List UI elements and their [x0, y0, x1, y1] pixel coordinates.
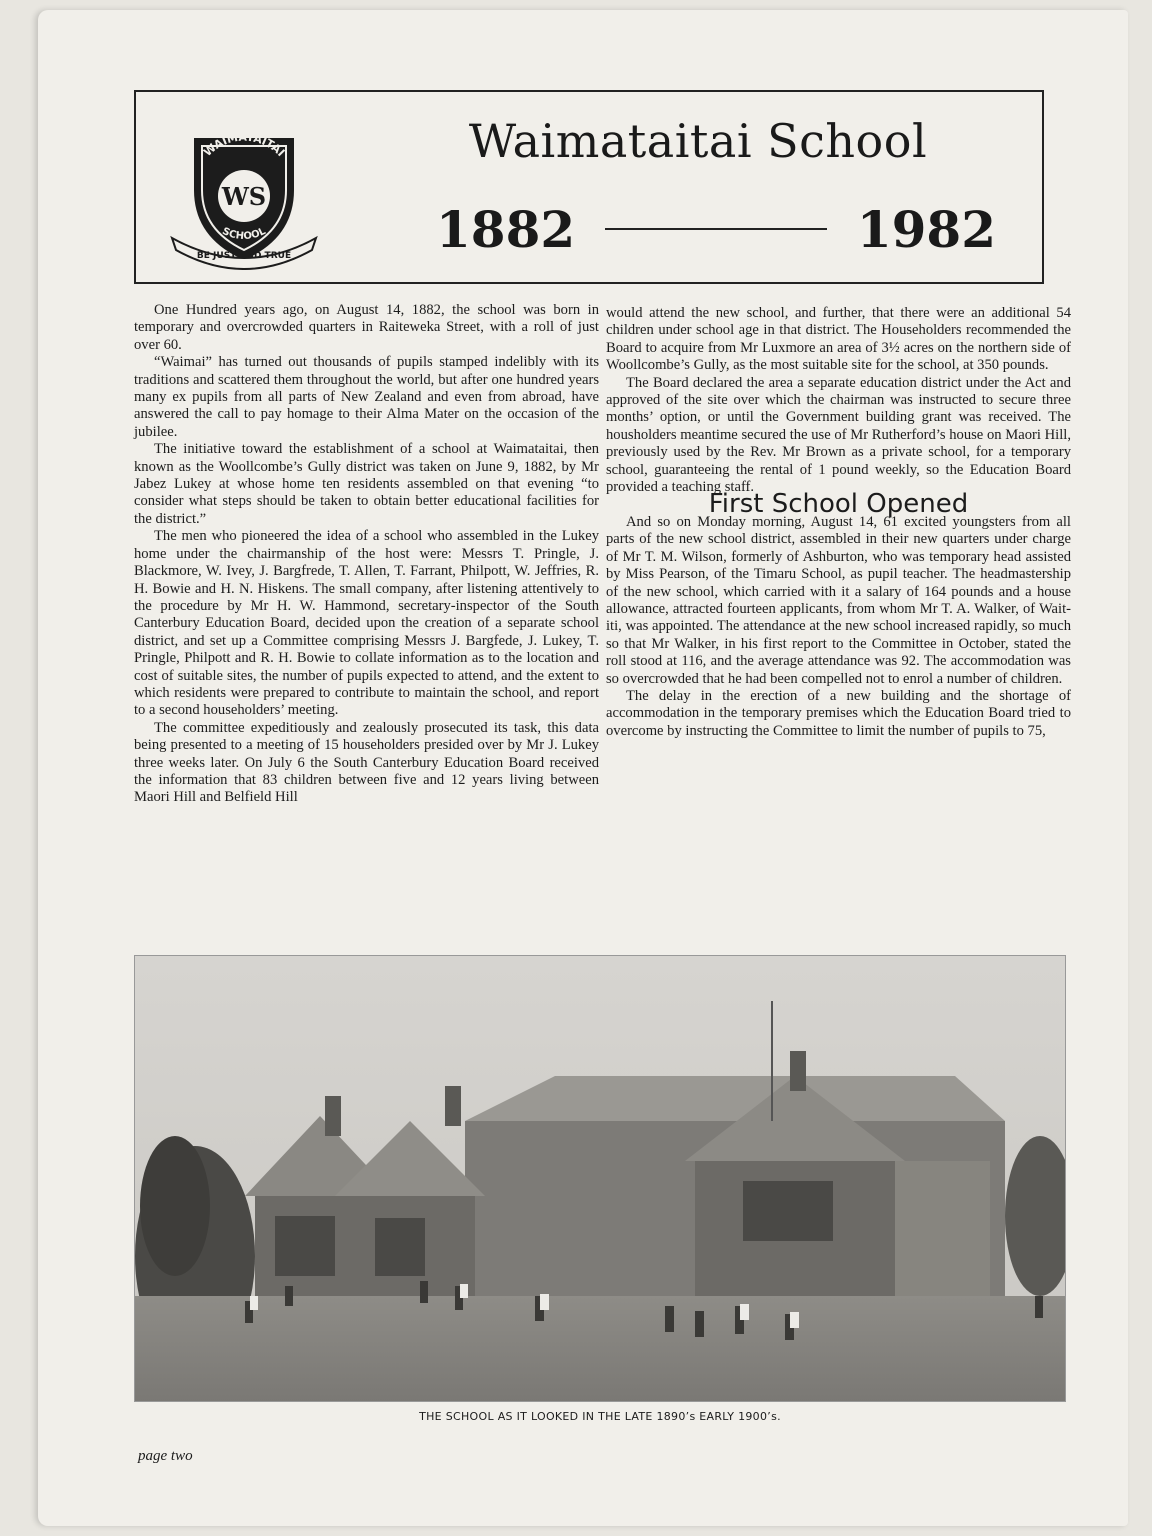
page-number-label: page two: [138, 1448, 193, 1464]
masthead: [134, 90, 1044, 284]
article-column-left: [134, 302, 599, 807]
paragraph: The initiative toward the establishment of a school at Waimataitai, then known as the Woollcombe’s Gully district was taken on June 9, 1882, by Mr Jabez Lukey at whose home ten residents assembled on that evening “to consider what steps should be taken to obtain better educational facilities for the district.”: [134, 441, 599, 527]
svg-text:BE JUST AND TRUE: BE JUST AND TRUE: [196, 251, 292, 261]
paragraph: One Hundred years ago, on August 14, 1882, the school was born in temporary and overcrowded quarters in Raiteweka Street, with a roll of just over 60.: [134, 302, 599, 353]
paragraph: The delay in the erection of a new building and the shortage of accommodation in the temporary premises which the Education Board tried to overcome by instructing the Committee to limit the number of pupils to 75,: [606, 687, 1071, 739]
svg-text:SCHOOL: SCHOOL: [220, 225, 268, 243]
svg-text:WS: WS: [221, 182, 267, 211]
paragraph: The Board declared the area a separate education district under the Act and approved of the site over which the chairman was instructed to secure three months’ option, or until the Government building grant was received. The housholders meantime secured the use of Mr Rutherford’s house on Maori Hill, previously used by the Rev. Mr Brown as a private school, for a temporary school, guaranteeing the rental of 1 pound weekly, so the Education Board provided a teaching staff.: [606, 374, 1071, 496]
paragraph-continuation: would attend the new school, and further, that there were an additional 54 children under school age in that district. The Householders recommended the Board to acquire from Mr Luxmore an area of 3½ acres on the northern side of Woollcombe’s Gully, as the most suitable site for the school, at 350 pounds.: [606, 305, 1071, 374]
svg-text:WAIMATAITAI: WAIMATAITAI: [201, 130, 288, 160]
paragraph: The committee expeditiously and zealously prosecuted its task, this data being presented to a meeting of 15 householders presided over by Mr J. Lukey three weeks later. On July 6 the South Canterbury Education Board received the information that 83 children between five and 12 years living between Maori Hill and Belfield Hill: [134, 719, 599, 806]
school-title: Waimataitai School: [468, 114, 928, 168]
paragraph: The men who pioneered the idea of a school who assembled in the Lukey home under the chairmanship of the host were: Messrs T. Pringle, J. Blackmore, W. Ivey, J. Bargfrede, T. Allen, T. Farrant, Philpott, W. Jeffries, R. H. Bowie and H. N. Hiskens. The small company, after listening attentively to the procedure by Mr H. W. Hammond, secretary-inspector of the South Canterbury Education Board, decided upon the creation of a separate school district, and set up a Committee comprising Messrs J. Bargfede, J. Lukey, T. Pringle, Philpott and R. H. Bowie to collate information as to the location and cost of suitable sites, the number of pupils expected to attend, and the extent to which residents were prepared to contribute to maintain the school, and report to a second householders’ meeting.: [134, 528, 599, 719]
school-photograph: [134, 955, 1066, 1402]
section-heading: First School Opened: [708, 489, 969, 520]
school-badge-logo: [164, 110, 324, 270]
jubilee-years: [436, 194, 996, 264]
school-building-illustration: [135, 956, 1066, 1402]
year-start: 1882: [436, 199, 576, 259]
paragraph: “Waimai” has turned out thousands of pupils stamped indelibly with its traditions and scattered them throughout the world, but after one hundred years many ex pupils from all parts of New Zealand and even from abroad, have answered the call to pay homage to their Alma Mater on the occasion of the jubilee.: [134, 354, 599, 440]
paragraph: And so on Monday morning, August 14, 61 excited youngsters from all parts of the new school district, assembled in their new quarters under charge of Mr T. M. Wilson, formerly of Ashburton, who was temporary head assisted by Miss Pearson, of the Timaru School, as pupil teacher. The headmastership of the new school, which carried with it a salary of 164 pounds and a house allowance, attracted fourteen applicants, from whom Mr T. A. Walker, of Wait-iti, was appointed. The attendance at the new school increased rapidly, so much so that Mr Walker, in his first report to the Committee in October, stated the roll stood at 116, and the average attendance was 92. The accommodation was so overcrowded that he had been compelled not to enrol a number of children.: [606, 513, 1071, 687]
photo-caption: THE SCHOOL AS IT LOOKED IN THE LATE 1890’s EARLY 1900’s.: [419, 1410, 781, 1423]
year-end: 1982: [856, 199, 996, 259]
article-column-right: [606, 305, 1071, 740]
year-dash: [605, 228, 827, 230]
